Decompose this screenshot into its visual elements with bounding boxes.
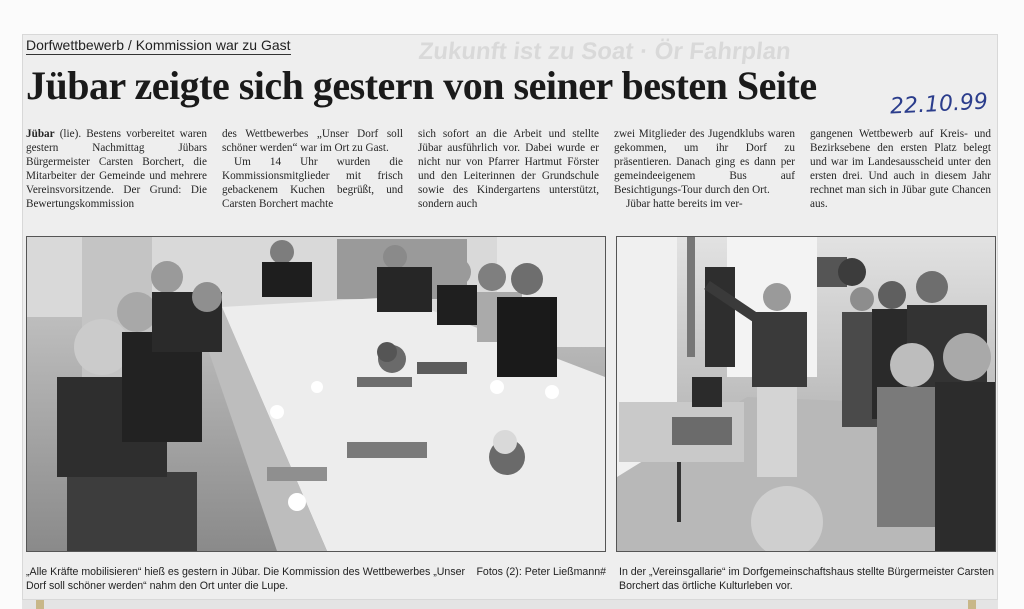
article-column-2 — [222, 127, 403, 211]
article-column-3 — [418, 127, 599, 211]
tape-mark — [36, 600, 44, 609]
newspaper-clipping — [22, 34, 998, 600]
article-column-4 — [614, 127, 795, 211]
column-4-text: zwei Mitglieder des Jugendklubs waren gekommen, um ihr Dorf zu präsentieren. Danach ging es dann per gemeindeeigenem Bus auf Besichtigungs-Tour durch den Ort. — [614, 128, 795, 196]
column-1-text: (lie). Bestens vorbereitet waren gestern Nachmittag Jübars Bürgermeister Carsten Borchert, die Mitarbeiter der Gemeinde und mehrere Vereinsvorsitzende. Der Grund: Die Bewertungskommission — [26, 128, 207, 210]
article-kicker: Dorfwettbewerb / Kommission war zu Gast — [26, 37, 291, 53]
bleed-through-text: Zukunft ist zu Soat · Ör Fahrplan — [417, 38, 793, 65]
article-headline: Jübar zeigte sich gestern von seiner besten Seite — [26, 63, 817, 108]
photo-commission-meeting — [26, 236, 606, 552]
column-3-text: sich sofort an die Arbeit und stellte Jübar ausführlich vor. Dabei wurde er nicht nur von Pfarrer Hartmut Förster und den Leiterinnen der Grundschule sowie des Kindergartens unterstützt, sondern auch — [418, 128, 599, 210]
column-2-text-b: Um 14 Uhr wurden die Kommissionsmitglieder mit frisch gebackenem Kuchen begrüßt, und Carsten Borchert machte — [222, 156, 403, 210]
column-2-text: des Wettbewerbes „Unser Dorf soll schöner werden“ war im Ort zu Gast. — [222, 128, 403, 154]
column-4-text-b: Jübar hatte bereits im ver- — [626, 198, 743, 210]
photo-credit: Fotos (2): Peter Ließmann# — [476, 566, 606, 578]
article-column-5 — [810, 127, 991, 211]
dateline: Jübar — [26, 128, 55, 140]
article-column-1 — [26, 127, 207, 211]
photo-2-caption: In der „Vereinsgallarie“ im Dorfgemeinschaftshaus stellte Bürgermeister Carsten Borchert das örtliche Kulturleben vor. — [619, 566, 995, 592]
handwritten-date-stamp: 22.10.99 — [889, 89, 989, 120]
photo-gallery-presentation — [616, 236, 996, 552]
photo-1-caption-text: „Alle Kräfte mobilisieren“ hieß es gestern in Jübar. Die Kommission des Wettbewerbes „Unser Dorf soll schöner werden“ nahm den Ort unter die Lupe. — [26, 566, 466, 592]
next-page-strip — [22, 600, 998, 609]
photo-1-caption — [26, 565, 606, 593]
tape-mark — [968, 600, 976, 609]
article-body — [26, 127, 996, 242]
column-5-text: gangenen Wettbewerb auf Kreis- und Bezirksebene den ersten Platz belegt und war im Landesausscheid unter den ersten drei. Und auch in diesem Jahr rechnet man sich in Jübar gute Chancen aus. — [810, 128, 991, 210]
